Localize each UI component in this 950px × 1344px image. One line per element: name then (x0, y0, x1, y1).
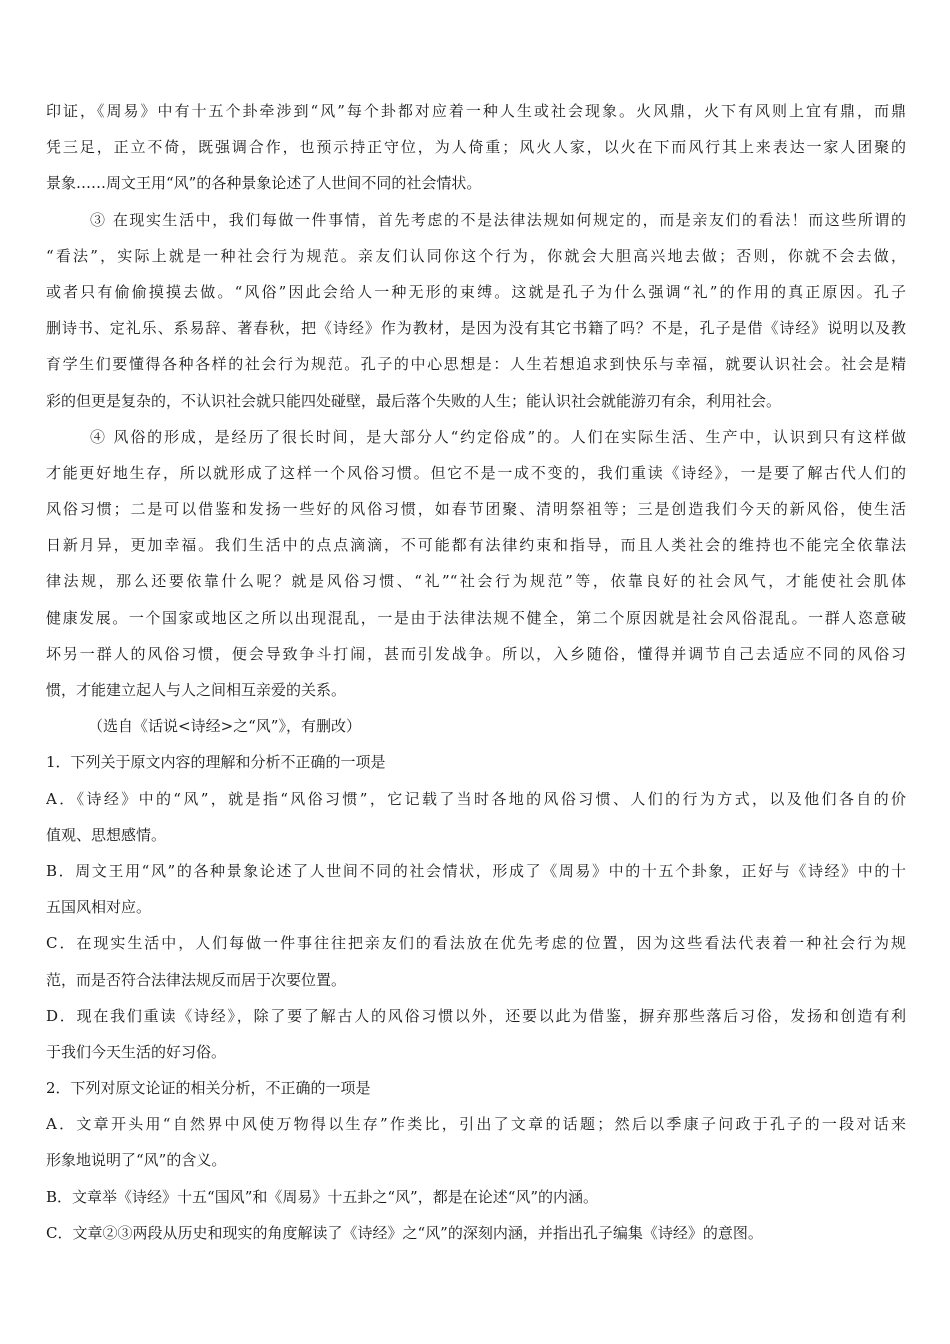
option-d (46, 998, 906, 1070)
text-line: 凭三足，正立不倚，既强调合作，也预示持正守位，为人倚重；风火人家，以火在下而风行其上来表达一家人团聚的 (46, 138, 906, 157)
text-line: 风俗习惯；二是可以借鉴和发扬一些好的风俗习惯，如春节团聚、清明祭祖等；三是创造我们今天的新风俗，使生活 (46, 500, 906, 519)
text-line: 于我们今天生活的好习俗。 (46, 1042, 227, 1061)
option-b (46, 853, 906, 925)
text-line: ④ 风俗的形成，是经历了很长时间，是大部分人“约定俗成”的。人们在实际生活、生产中，认识到只有这样做 (90, 427, 906, 446)
text-line: B．周文王用“风”的各种景象论述了人世间不同的社会情状，形成了《周易》中的十五个卦象，正好与《诗经》中的十 (46, 861, 906, 880)
option-a (46, 781, 906, 853)
question-2 (46, 1070, 906, 1251)
question-1 (46, 744, 906, 1070)
text-line: 彩的但更是复杂的，不认识社会就只能四处碰壁，最后落个失败的人生；能认识社会就能游刃有余，利用社会。 (46, 391, 782, 410)
text-line: 印证，《周易》中有十五个卦牵涉到“风”每个卦都对应着一种人生或社会现象。火风鼎，火下有风则上宜有鼎，而鼎 (46, 102, 906, 120)
text-line: ③ 在现实生活中，我们每做一件事情，首先考虑的不是法律法规如何规定的，而是亲友们的看法！而这些所谓的 (90, 210, 906, 229)
text-line: 才能更好地生存，所以就形成了这样一个风俗习惯。但它不是一成不变的，我们重读《诗经》，一是要了解古代人们的 (46, 463, 906, 482)
text-line: 五国风相对应。 (46, 898, 152, 917)
passage-source: （选自《话说<诗经>之“风”》，有删改） (88, 717, 361, 736)
text-line: A．文章开头用“自然界中风使万物得以生存”作类比，引出了文章的话题；然后以季康子问政于孔子的一段对话来 (46, 1115, 906, 1134)
passage-paragraph-3 (46, 202, 906, 419)
text-line: 日新月异，更加幸福。我们生活中的点点滴滴，不可能都有法律约束和指导，而且人类社会的维持也不能完全依靠法 (46, 536, 906, 555)
text-line: 律法规，那么还要依靠什么呢？就是风俗习惯、“礼”“社会行为规范”等，依靠良好的社会风气，才能使社会肌体 (46, 572, 906, 591)
text-line: 惯，才能建立起人与人之间相互亲爱的关系。 (46, 681, 347, 699)
question-stem: 1．下列关于原文内容的理解和分析不正确的一项是 (46, 753, 386, 772)
text-line: 形象地说明了“风”的含义。 (46, 1151, 227, 1170)
text-line: 值观、思想感情。 (46, 825, 167, 844)
question-stem: 2．下列对原文论证的相关分析，不正确的一项是 (46, 1079, 371, 1098)
text-line: A．《诗经》中的“风”，就是指“风俗习惯”，它记载了当时各地的风俗习惯、人们的行为方式，以及他们各自的价 (46, 789, 906, 808)
passage-paragraph-1 (46, 93, 906, 202)
text-line: “看法”，实际上就是一种社会行为规范。亲友们认同你这个行为，你就会大胆高兴地去做；否则，你就不会去做， (46, 246, 906, 265)
text-line: 景象……周文王用“风”的各种景象论述了人世间不同的社会情状。 (46, 174, 482, 193)
option-a (46, 1106, 906, 1178)
text-line: 育学生们要懂得各种各样的社会行为规范。孔子的中心思想是：人生若想追求到快乐与幸福，就要认识社会。社会是精 (46, 355, 906, 374)
option-b: B．文章举《诗经》十五“国风”和《周易》十五卦之“风”，都是在论述“风”的内涵。 (46, 1187, 599, 1206)
text-line: D．现在我们重读《诗经》，除了要了解古人的风俗习惯以外，还要以此为借鉴，摒弃那些落后习俗，发扬和创造有利 (46, 1006, 906, 1025)
document-page (46, 93, 906, 1251)
text-line: 健康发展。一个国家或地区之所以出现混乱，一是由于法律法规不健全，第二个原因就是社会风俗混乱。一群人恣意破 (46, 608, 906, 627)
text-line: 范，而是否符合法律法规反而居于次要位置。 (46, 970, 347, 989)
text-line: C．在现实生活中，人们每做一件事往往把亲友们的看法放在优先考虑的位置，因为这些看法代表着一种社会行为规 (46, 934, 906, 953)
text-line: 坏另一群人的风俗习惯，便会导致争斗打闹，甚而引发战争。所以，入乡随俗，懂得并调节自己去适应不同的风俗习 (46, 644, 906, 663)
text-line: 或者只有偷偷摸摸去做。“风俗”因此会给人一种无形的束缚。这就是孔子为什么强调“礼”的作用的真正原因。孔子 (46, 282, 906, 301)
option-c: C．文章②③两段从历史和现实的角度解读了《诗经》之“风”的深刻内涵，并指出孔子编集《诗经》的意图。 (46, 1223, 763, 1242)
option-c (46, 925, 906, 997)
passage-paragraph-4 (46, 419, 906, 709)
text-line: 删诗书、定礼乐、系易辞、著春秋，把《诗经》作为教材，是因为没有其它书籍了吗？不是，孔子是借《诗经》说明以及教 (46, 319, 906, 338)
